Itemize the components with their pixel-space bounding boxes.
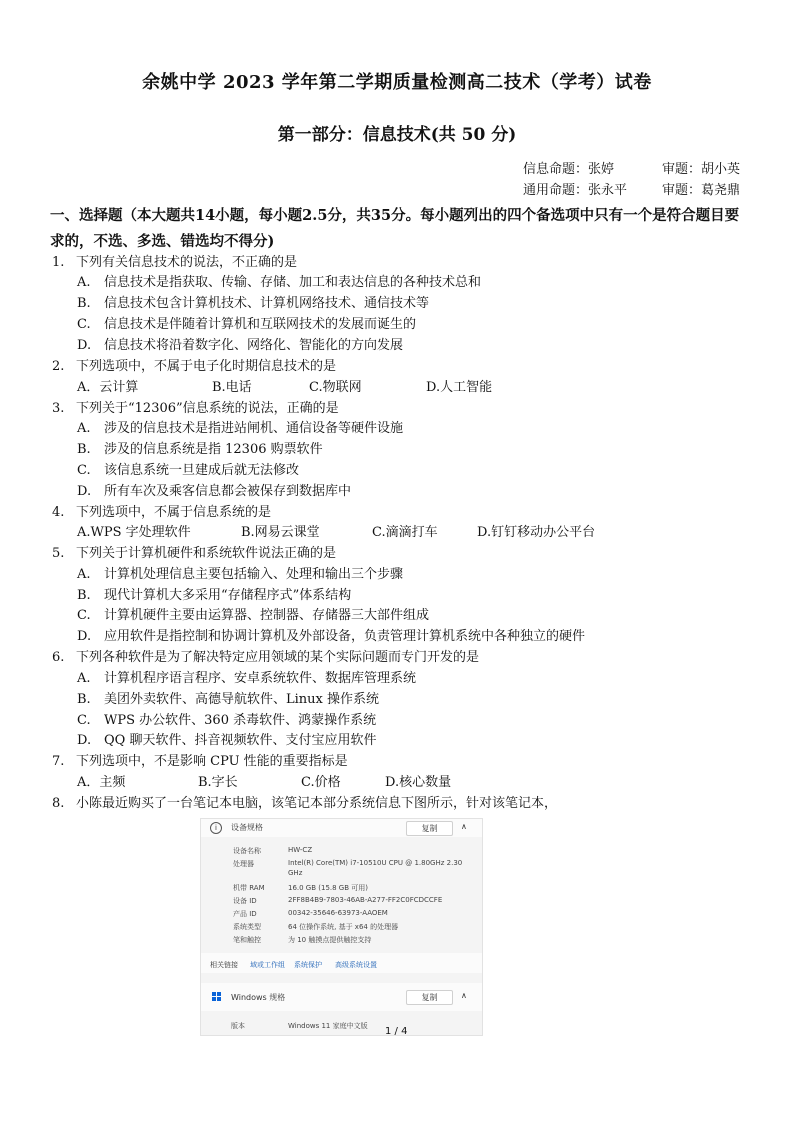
question-stem: 小陈最近购买了一台笔记本电脑，该笔记本部分系统信息下图所示，针对该笔记本， [76,796,558,811]
question-stem: 下列选项中，不是影响 CPU 性能的重要指标是 [76,754,348,769]
spec-value: 2FF8B4B9-7803-46AB-A277-FF2C0FCDCCFE [288,896,443,904]
windows-spec-title: Windows 规格 [231,993,286,1002]
option-text: WPS 办公软件、360 杀毒软件、鸿蒙操作系统 [104,713,377,728]
author-info: 信息命题：张婷 [523,162,615,177]
spec-value: 64 位操作系统, 基于 x64 的处理器 [288,923,399,931]
question-number: 6. [52,650,65,665]
option: B.字长 [198,775,238,790]
option-label: A. [77,275,91,290]
option-label: B. [77,296,91,311]
option [77,273,481,293]
question-3 [52,399,339,419]
option-label: A. [77,421,91,436]
option-label: D. [77,484,92,499]
option-label: B. [77,588,91,603]
question-number: 1. [52,255,65,270]
option: A．云计算 [77,380,139,395]
option-text: 计算机程序语言程序、安卓系统软件、数据库管理系统 [104,671,417,686]
option-label: B. [77,442,91,457]
question-stem: 下列各种软件是为了解决特定应用领域的某个实际问题而专门开发的是 [76,650,480,665]
option [77,606,429,626]
author-info: 通用命题：张永平 [523,183,628,198]
option [77,565,403,585]
option-text: 现代计算机大多采用“存储程序式”体系结构 [104,588,352,603]
question-stem: 下列有关信息技术的说法，不正确的是 [76,255,298,270]
question-stem: 下列选项中，不属于信息系统的是 [76,505,272,520]
option-label: A. [77,671,91,686]
question-number: 5. [52,546,65,561]
question-1 [52,253,297,273]
part-title: 第一部分：信息技术(共 50 分) [277,125,517,145]
option-text: 计算机处理信息主要包括输入、处理和输出三个步骤 [104,567,404,582]
related-links-label: 相关链接 [210,961,238,969]
option [77,669,416,689]
option [77,419,403,439]
question-6 [52,648,479,668]
option: B.网易云课堂 [241,525,320,540]
option: B.电话 [212,380,252,395]
spec-key: 设备名称 [233,847,261,855]
spec-value: GHz [288,869,303,877]
spec-key: 笔和触控 [233,936,261,944]
option: D.钉钉移动办公平台 [477,525,596,540]
option [77,731,376,751]
chevron-up-icon[interactable]: ∧ [461,991,467,1000]
option [77,711,376,731]
section-heading: 一、选择题（本大题共14小题，每小题2.5分，共35分。每小题列出的四个备选项中只有一个是符合题目要求的，不选、多选、错选均不得分) [50,207,740,250]
copy-button[interactable]: 复制 [406,821,453,836]
spec-value: 16.0 GB (15.8 GB 可用) [288,884,368,892]
option-label: B. [77,692,91,707]
option [77,690,379,710]
option-label: C. [77,713,91,728]
question-number: 3. [52,401,65,416]
question-4 [52,503,271,523]
option-text: 信息技术是指获取、传输、存储、加工和表达信息的各种技术总和 [104,275,482,290]
option-text: 信息技术将沿着数字化、网络化、智能化的方向发展 [104,338,404,353]
spec-key: 处理器 [233,860,254,868]
option-label: C. [77,608,91,623]
page-number: 1 / 4 [385,1026,408,1037]
option-text: 涉及的信息系统是指 12306 购票软件 [104,442,323,457]
link-advanced-settings[interactable]: 高级系统设置 [335,961,377,969]
windows-logo-icon [212,992,222,1002]
question-number: 4. [52,505,65,520]
option-text: 应用软件是指控制和协调计算机及外部设备，负责管理计算机系统中各种独立的硬件 [104,629,586,644]
spec-value: 为 10 触摸点提供触控支持 [288,936,372,944]
question-stem: 下列选项中，不属于电子化时期信息技术的是 [76,359,337,374]
option [77,586,351,606]
device-spec-title: 设备规格 [231,823,263,832]
option [77,627,585,647]
question-2 [52,357,336,377]
option-label: D. [77,629,92,644]
reviewer-info: 审题：胡小英 [662,162,741,177]
question-7 [52,752,348,772]
question-number: 8. [52,796,65,811]
question-number: 2. [52,359,65,374]
chevron-up-icon[interactable]: ∧ [461,822,467,831]
option [77,294,429,314]
option: C.物联网 [309,380,362,395]
option-text: 美团外卖软件、高德导航软件、Linux 操作系统 [104,692,379,707]
option [77,461,299,481]
question-number: 7. [52,754,65,769]
edition-value: Windows 11 家庭中文版 [288,1022,368,1030]
option: A.WPS 字处理软件 [77,525,191,540]
link-domain-workgroup[interactable]: 域或工作组 [250,961,285,969]
option: C.价格 [301,775,341,790]
spec-value: 00342-35646-63973-AAOEM [288,909,388,917]
option-text: QQ 聊天软件、抖音视频软件、支付宝应用软件 [104,733,377,748]
edition-key: 版本 [231,1022,245,1030]
exam-title: 余姚中学 2023 学年第二学期质量检测高二技术（学考）试卷 [142,72,652,93]
option: A．主频 [77,775,126,790]
option-label: D. [77,338,92,353]
option [77,482,351,502]
option: C.滴滴打车 [372,525,438,540]
option [77,440,323,460]
option-text: 信息技术是伴随着计算机和互联网技术的发展而诞生的 [104,317,417,332]
spec-key: 产品 ID [233,910,257,918]
option-label: C. [77,317,91,332]
question-8 [52,794,557,814]
option-label: A. [77,567,91,582]
option-text: 该信息系统一旦建成后就无法修改 [104,463,300,478]
option-label: C. [77,463,91,478]
option-text: 涉及的信息技术是指进站闸机、通信设备等硬件设施 [104,421,404,436]
option-label: D. [77,733,92,748]
option-text: 计算机硬件主要由运算器、控制器、存储器三大部件组成 [104,608,430,623]
option-text: 所有车次及乘客信息都会被保存到数据库中 [104,484,352,499]
option [77,336,403,356]
link-system-protection[interactable]: 系统保护 [294,961,322,969]
spec-key: 系统类型 [233,923,261,931]
option: D.人工智能 [426,380,493,395]
info-icon: i [210,822,222,834]
reviewer-info: 审题：葛尧鼎 [662,183,741,198]
copy-button[interactable]: 复制 [406,990,453,1005]
question-stem: 下列关于“12306”信息系统的说法，正确的是 [76,401,339,416]
system-info-screenshot [200,818,483,1036]
spec-value: Intel(R) Core(TM) i7-10510U CPU @ 1.80GHz 2.30 [288,859,463,867]
question-5 [52,544,336,564]
spec-value: HW-CZ [288,846,313,854]
spec-key: 设备 ID [233,897,257,905]
option [77,315,416,335]
spec-key: 机带 RAM [233,884,265,892]
option-text: 信息技术包含计算机技术、计算机网络技术、通信技术等 [104,296,430,311]
question-stem: 下列关于计算机硬件和系统软件说法正确的是 [76,546,337,561]
option: D.核心数量 [385,775,452,790]
